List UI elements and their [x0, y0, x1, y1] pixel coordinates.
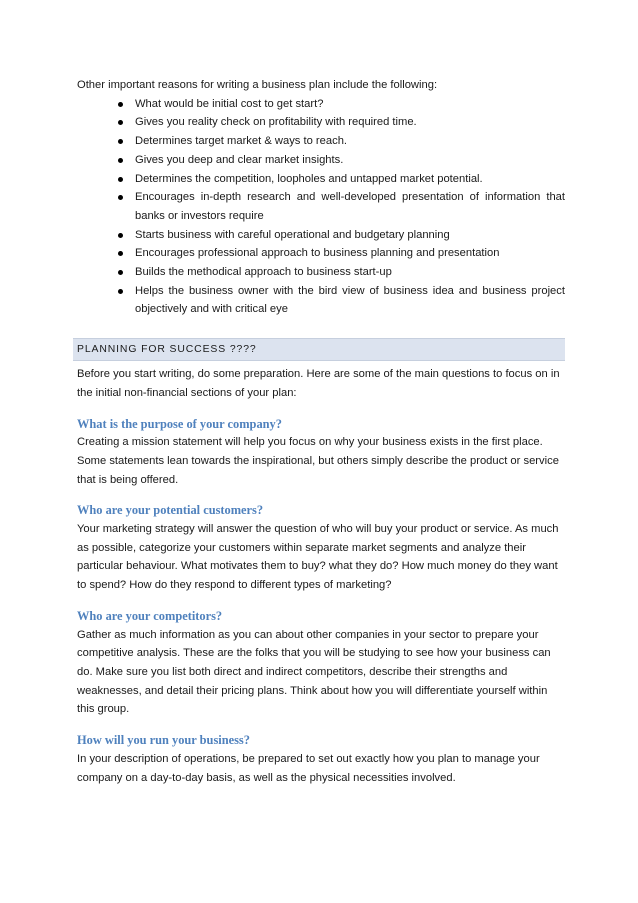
list-item-text: Gives you deep and clear market insights.	[135, 153, 344, 166]
list-item-text: Encourages professional approach to business planning and presentation	[135, 247, 500, 260]
list-item	[135, 132, 565, 151]
reasons-list	[77, 95, 565, 319]
list-item-text: What would be initial cost to get start?	[135, 97, 324, 110]
list-item	[135, 170, 565, 189]
list-item	[135, 263, 565, 282]
section-intro: Before you start writing, do some preparation. Here are some of the main questions to focus on in the initial non-financial sections of your plan:	[77, 368, 560, 399]
list-item-text: Builds the methodical approach to business start-up	[135, 266, 392, 279]
list-item	[135, 95, 565, 114]
list-item	[135, 244, 565, 263]
list-item	[135, 226, 565, 245]
question-body: In your description of operations, be prepared to set out exactly how you plan to manage your company on a day-to-day basis, as well as the physical necessities involved.	[77, 752, 540, 784]
bullet-icon	[118, 158, 123, 163]
bullet-icon	[118, 139, 123, 144]
question-block-competitors	[77, 607, 565, 719]
list-item-text: Determines the competition, loopholes and untapped market potential.	[135, 172, 483, 185]
list-item-text: Encourages in-depth research and well-developed presentation of information that banks or investors require	[135, 191, 565, 222]
bullet-icon	[118, 251, 123, 256]
question-block-operations	[77, 731, 565, 787]
question-body: Gather as much information as you can about other companies in your sector to prepare your competitive analysis. These are the folks that you will be studying to see how your business can do. Make sure you list both direct and indirect competitors, describe their strengths and weaknesses, and detail their pricing plans. Think about how you will differentiate yourself within this group.	[77, 628, 551, 716]
list-item	[135, 151, 565, 170]
bullet-icon	[118, 102, 123, 107]
question-body: Creating a mission statement will help you focus on why your business exists in the first place. Some statements lean towards the inspirational, but others simply describe the product or service that is being offered.	[77, 436, 559, 486]
question-block-purpose	[77, 415, 565, 490]
question-heading: How will you run your business?	[77, 733, 250, 748]
list-item	[135, 282, 565, 319]
bullet-icon	[118, 270, 123, 275]
bullet-icon	[118, 120, 123, 125]
list-item-text: Gives you reality check on profitability with required time.	[135, 116, 417, 129]
bullet-icon	[118, 177, 123, 182]
bullet-icon	[118, 195, 123, 200]
intro-text: Other important reasons for writing a business plan include the following:	[77, 79, 438, 91]
section-heading-bar: PLANNING FOR SUCCESS ????	[73, 338, 565, 361]
document-page	[77, 76, 565, 787]
list-item-text: Helps the business owner with the bird view of business idea and business project objectively and with critical eye	[135, 284, 565, 316]
list-item	[135, 188, 565, 225]
question-body: Your marketing strategy will answer the question of who will buy your product or service. As much as possible, categorize your customers within separate market segments and analyze their particular behaviour. What motivates them to buy? what they do? How much money do they want to spend? How do they respond to different types of marketing?	[77, 523, 559, 592]
question-heading: Who are your competitors?	[77, 608, 223, 623]
bullet-icon	[118, 233, 123, 238]
list-item-text: Starts business with careful operational and budgetary planning	[135, 228, 450, 241]
question-block-customers	[77, 501, 565, 595]
list-item	[135, 113, 565, 132]
list-item-text: Determines target market & ways to reach.	[135, 135, 348, 148]
bullet-icon	[118, 289, 123, 294]
question-heading: Who are your potential customers?	[77, 503, 264, 518]
question-heading: What is the purpose of your company?	[77, 416, 282, 431]
